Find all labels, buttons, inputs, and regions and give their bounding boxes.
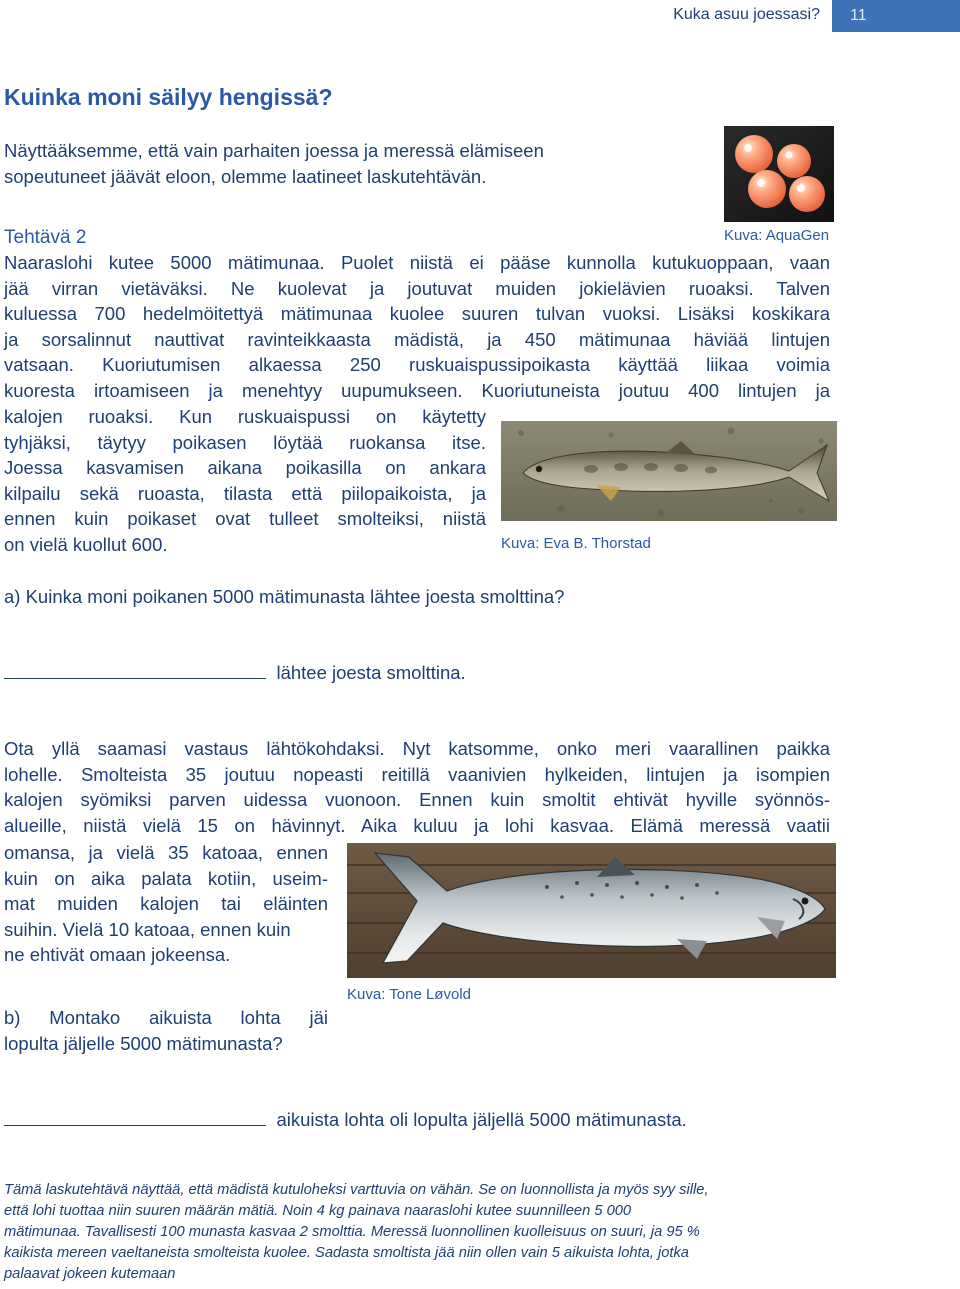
sea-line: lohelle. Smolteista 35 joutuu nopeasti reitillä vaanivien hylkeiden, lintujen ja isompien bbox=[4, 763, 830, 785]
task-line: vatsaan. Kuoriutumisen alkaessa 250 ruskuaispussipoikasta käyttää liikaa voimia bbox=[4, 354, 830, 376]
question-a: a) Kuinka moni poikanen 5000 mätimunasta lähtee joesta smolttina? bbox=[4, 586, 565, 607]
sea-line: kalojen syömiksi parven uidessa vuonoon. Ennen kuin smoltit ehtivät hyville syönnös- bbox=[4, 789, 830, 811]
answer-b-suffix: aikuista lohta oli lopulta jäljellä 5000 mätimunasta. bbox=[276, 1109, 687, 1130]
note-line: kaikista mereen vaeltaneista smolteista kuolee. Sadasta smoltista jää niin ollen vain 5 aikuista lohta, jotka bbox=[4, 1245, 689, 1261]
sea-line: omansa, ja vielä 35 katoaa, ennen bbox=[4, 842, 328, 863]
task-line: Joessa kasvamisen aikana poikasilla on ankara bbox=[4, 457, 486, 479]
section-title: Kuinka moni säilyy hengissä? bbox=[4, 84, 333, 110]
task-line: kuoresta irtoamiseen ja menehtyy uupumukseen. Kuoriutuneista joutuu 400 lintujen ja bbox=[4, 379, 830, 401]
question-b-line: b) Montako aikuista lohta jäi bbox=[4, 1007, 328, 1028]
note-line: palaavat jokeen kutemaan bbox=[4, 1266, 176, 1282]
intro-line: Näyttääksemme, että vain parhaiten joessa ja meressä elämiseen bbox=[4, 140, 544, 161]
sea-paragraph bbox=[4, 736, 830, 838]
salmon-parr-photo bbox=[501, 421, 837, 521]
task-line: kilpailu sekä ruoasta, tilasta että piilopaikoista, ja bbox=[4, 482, 486, 504]
question-b bbox=[4, 1005, 328, 1056]
salmon-eggs-photo bbox=[724, 126, 834, 222]
sea-line: mat muiden kalojen tai eläinten bbox=[4, 893, 328, 915]
sea-paragraph-narrow bbox=[4, 840, 328, 968]
answer-a-blank[interactable] bbox=[4, 660, 266, 679]
salmon-photo-caption: Kuva: Tone Løvold bbox=[347, 986, 471, 1003]
closing-note bbox=[4, 1180, 834, 1285]
task-paragraph bbox=[4, 250, 830, 404]
question-b-line: lopulta jäljelle 5000 mätimunasta? bbox=[4, 1032, 283, 1054]
intro-line: sopeutuneet jäävät eloon, olemme laatineet laskutehtävän. bbox=[4, 165, 487, 187]
eggs-photo-caption: Kuva: AquaGen bbox=[724, 227, 830, 244]
task-line: ennen kuin poikaset ovat tulleet smolteiksi, niistä bbox=[4, 508, 486, 530]
answer-b-row bbox=[4, 1107, 687, 1133]
answer-b-blank[interactable] bbox=[4, 1107, 266, 1126]
task-heading: Tehtävä 2 bbox=[4, 227, 87, 248]
note-line: Tämä laskutehtävä näyttää, että mädistä kutuloheksi varttuvia on vähän. Se on luonnollista ja myös syy sille, bbox=[4, 1182, 709, 1198]
sea-line: suihin. Vielä 10 katoaa, ennen kuin bbox=[4, 918, 291, 940]
task-line: kalojen ruoaksi. Kun ruskuaispussi on käytetty bbox=[4, 406, 486, 427]
task-line: jää virran vietäväksi. Ne kuolevat ja joutuvat muiden jokielävien ruoaksi. Talven bbox=[4, 277, 830, 299]
adult-salmon-photo bbox=[347, 843, 836, 978]
parr-photo-caption: Kuva: Eva B. Thorstad bbox=[501, 535, 651, 552]
task-line: on vielä kuollut 600. bbox=[4, 533, 168, 555]
sea-line: ne ehtivät omaan jokeensa. bbox=[4, 944, 231, 966]
task-line: Naaraslohi kutee 5000 mätimunaa. Puolet niistä ei pääse kunnolla kutukuoppaan, vaan bbox=[4, 252, 830, 273]
sea-line: Ota yllä saamasi vastaus lähtökohdaksi. Nyt katsomme, onko meri vaarallinen paikka bbox=[4, 738, 830, 759]
sea-line: alueille, niistä vielä 15 on hävinnyt. Aika kuluu ja lohi kasvaa. Elämä meressä vaatii bbox=[4, 814, 830, 836]
task-line: ja sorsalinnut nauttivat ravinteikkaasta mädistä, ja 450 mätimunaa häviää lintujen bbox=[4, 328, 830, 350]
task-line: tyhjäksi, täytyy poikasen löytää ruokansa itse. bbox=[4, 431, 486, 453]
answer-a-row bbox=[4, 660, 466, 686]
answer-a-suffix: lähtee joesta smolttina. bbox=[276, 662, 466, 683]
intro-paragraph bbox=[4, 138, 624, 189]
running-header-title: Kuka asuu joessasi? bbox=[673, 6, 820, 23]
sea-line: kuin on aika palata kotiin, useim- bbox=[4, 867, 328, 889]
note-line: mätimunaa. Tavallisesti 100 munasta kasvaa 2 smolttia. Meressä luonnollinen kuolleisuus on suuri, ja 95 % bbox=[4, 1224, 700, 1240]
note-line: että lohi tuottaa niin suuren määrän mätiä. Noin 4 kg painava naaraslohi kutee suunnilleen 5 000 bbox=[4, 1203, 632, 1219]
task-line: kuluessa 700 hedelmöitettyä mätimunaa kuolee suuren tulvan vuoksi. Lisäksi koskikara bbox=[4, 303, 830, 325]
task-paragraph-narrow bbox=[4, 404, 486, 558]
page-number-badge: 11 bbox=[832, 0, 960, 32]
